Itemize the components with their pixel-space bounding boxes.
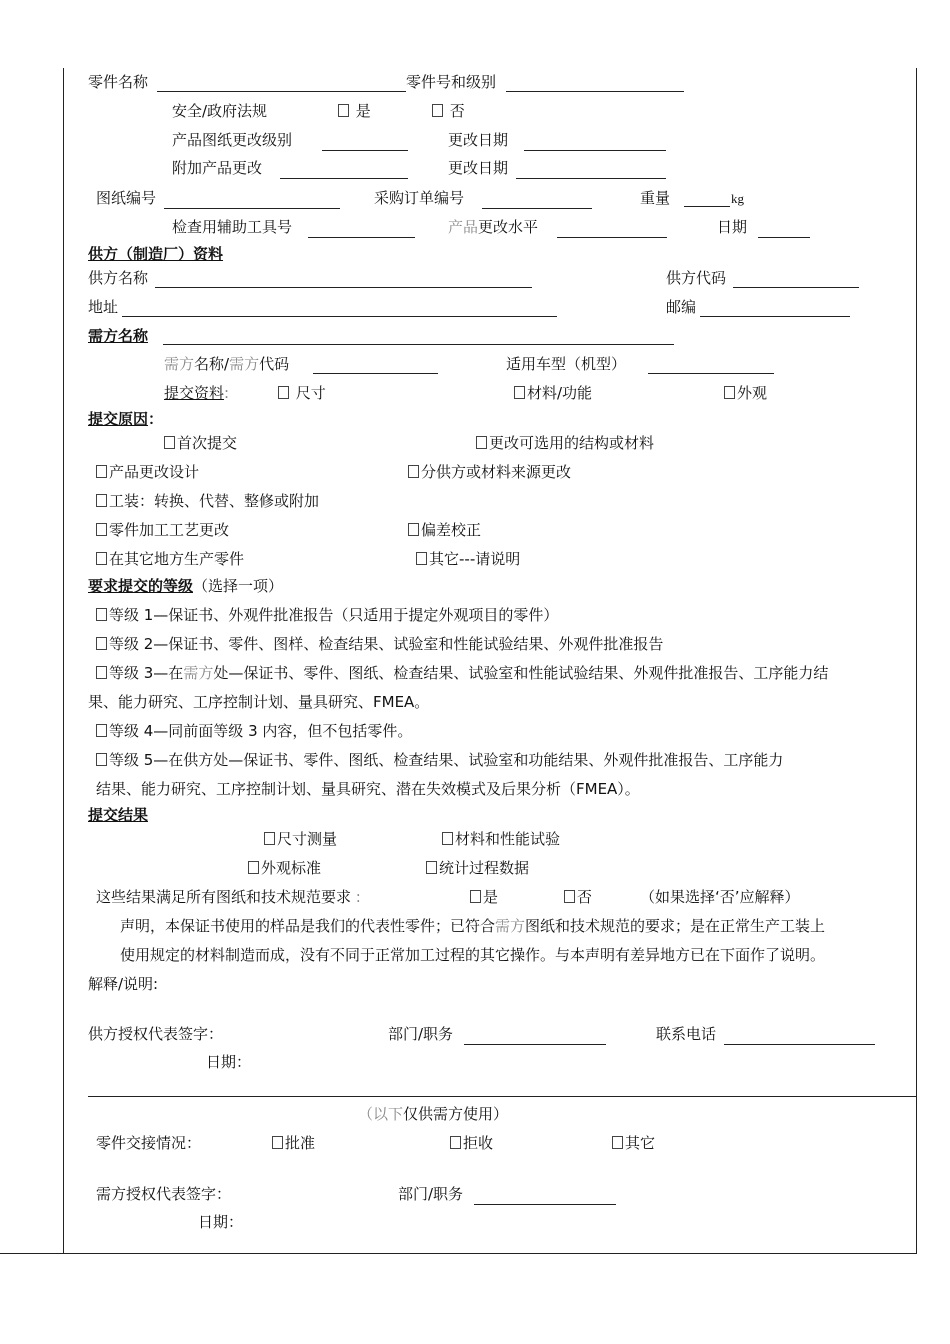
reason-tooling-option[interactable] <box>96 491 319 511</box>
part-name-label: 零件名称 <box>88 73 149 91</box>
drawing-no-label: 图纸编号 <box>96 189 157 207</box>
checkbox-icon[interactable] <box>408 523 419 536</box>
meet-label <box>96 887 361 907</box>
customer-rep-label: 需方授权代表签字： <box>96 1185 232 1203</box>
submit-appearance-label: 外观 <box>737 384 768 402</box>
declaration-customer: 需方 <box>495 917 526 935</box>
reject-label: 拒收 <box>463 1134 494 1152</box>
level-heading-text: 要求提交的等级 <box>88 577 194 595</box>
declaration-text-c: 图纸和技术规范的要求；是在正常生产工装上 <box>525 917 826 935</box>
submit-dim-label: 尺寸 <box>295 384 326 402</box>
level-1-label: 等级 1—保证书、外观件批准报告（只适用于提定外观项目的零件） <box>109 606 559 624</box>
meet-label-text: 这些结果满足所有图纸和技术规范要求 <box>96 888 352 906</box>
checkbox-icon[interactable] <box>432 104 443 117</box>
level-5-continued: 结果、能力研究、工序控制计划、量具研究、潜在失效模式及后果分析（FMEA）。 <box>96 780 640 798</box>
date-field[interactable] <box>758 237 810 238</box>
customer-name-code-label <box>164 354 289 374</box>
result-dim-option[interactable] <box>264 829 337 849</box>
drawing-rev-label: 产品图纸更改级别 <box>172 131 293 149</box>
checkbox-icon[interactable] <box>612 1136 623 1149</box>
result-material-option[interactable] <box>442 829 560 849</box>
reason-first-label: 首次提交 <box>177 434 238 452</box>
submit-dim-option[interactable] <box>278 383 326 403</box>
supplier-phone-label: 联系电话 <box>656 1025 717 1043</box>
zip-field[interactable] <box>700 316 850 317</box>
checkbox-icon[interactable] <box>408 465 419 478</box>
meet-yes-option[interactable] <box>470 887 498 907</box>
weight-label: 重量 <box>640 189 671 207</box>
checkbox-icon[interactable] <box>96 724 107 737</box>
level-2-option[interactable] <box>96 634 663 654</box>
checkbox-icon[interactable] <box>476 436 487 449</box>
customer-code-text: 代码 <box>259 355 290 373</box>
customer-section-divider <box>88 1096 917 1097</box>
reason-colon: ： <box>148 410 164 428</box>
checkbox-icon[interactable] <box>96 753 107 766</box>
part-number-label: 零件号和级别 <box>406 73 497 91</box>
checkbox-icon[interactable] <box>450 1136 461 1149</box>
reason-design-label: 产品更改设计 <box>109 463 200 481</box>
zip-label: 邮编 <box>666 298 697 316</box>
declaration-text-a: 声明，本保证书使用的样品是我们的代表性零件；已符合 <box>120 917 496 935</box>
date-label: 日期 <box>717 218 748 236</box>
meet-no-option[interactable] <box>564 887 592 907</box>
form-border-left <box>63 68 64 1254</box>
submit-label <box>164 383 229 403</box>
level-5-label: 等级 5—在供方处—保证书、零件、图纸、检查结果、试验室和功能结果、外观件批准报告、工序能力 <box>109 751 784 769</box>
meet-colon: : <box>355 888 361 906</box>
submit-material-option[interactable] <box>514 383 592 403</box>
part-name-field[interactable] <box>157 91 406 92</box>
level-1-option[interactable] <box>96 605 558 625</box>
result-spc-option[interactable] <box>426 858 529 878</box>
checkbox-icon[interactable] <box>164 436 175 449</box>
safety-yes-label: 是 <box>355 102 371 120</box>
reason-subsupplier-label: 分供方或材料来源更改 <box>421 463 572 481</box>
level-4-option[interactable] <box>96 721 412 741</box>
reason-deviation-label: 偏差校正 <box>421 521 482 539</box>
checkbox-icon[interactable] <box>96 465 107 478</box>
submit-appearance-option[interactable] <box>724 383 767 403</box>
extra-change-field[interactable] <box>280 178 408 179</box>
level-note: （选择一项） <box>193 577 284 595</box>
checkbox-icon[interactable] <box>416 552 427 565</box>
product-prefix: 产品 <box>448 218 479 236</box>
aid-field[interactable] <box>308 237 415 238</box>
reason-other-option[interactable] <box>416 549 520 569</box>
customer-prefix-2: 需方 <box>229 355 260 373</box>
form-border-right <box>916 68 917 1254</box>
supplier-name-field[interactable] <box>155 287 532 288</box>
change-date-field[interactable] <box>524 150 666 151</box>
address-field[interactable] <box>122 316 557 317</box>
submit-material-label: 材料/功能 <box>527 384 593 402</box>
results-heading: 提交结果 <box>88 806 149 824</box>
safety-no-option[interactable] <box>432 101 465 121</box>
checkbox-icon[interactable] <box>96 608 107 621</box>
reason-optional-option[interactable] <box>476 433 654 453</box>
explain-label: 解释/说明: <box>88 975 159 993</box>
level-3-option[interactable] <box>96 663 828 683</box>
customer-use-header-b: 仅供需方使用） <box>403 1105 509 1123</box>
result-appearance-label: 外观标准 <box>261 859 322 877</box>
supplier-dept-field[interactable] <box>464 1044 606 1045</box>
level-heading <box>88 576 283 596</box>
result-material-label: 材料和性能试验 <box>455 830 561 848</box>
level-3-customer: 需方 <box>183 664 214 682</box>
supplier-dept-label: 部门/职务 <box>388 1025 454 1043</box>
submit-label-text: 提交资料 <box>164 384 225 402</box>
safety-yes-option[interactable] <box>338 101 371 121</box>
checkbox-icon[interactable] <box>264 832 275 845</box>
customer-use-header-a: （以下 <box>358 1105 404 1123</box>
change-date-label: 更改日期 <box>448 131 509 149</box>
checkbox-icon[interactable] <box>564 890 575 903</box>
level-3-label-c: 处—保证书、零件、图纸、检查结果、试验室和性能试验结果、外观件批准报告、工序能力结 <box>213 664 829 682</box>
checkbox-icon[interactable] <box>96 523 107 536</box>
other-option[interactable] <box>612 1133 655 1153</box>
checkbox-icon[interactable] <box>278 386 289 399</box>
reason-location-label: 在其它地方生产零件 <box>109 550 245 568</box>
level-3-label-a: 等级 3—在 <box>109 664 184 682</box>
checkbox-icon[interactable] <box>272 1136 283 1149</box>
checkbox-icon[interactable] <box>724 386 735 399</box>
part-number-field[interactable] <box>506 91 684 92</box>
aid-label: 检查用辅助工具号 <box>172 218 293 236</box>
result-dim-label: 尺寸测量 <box>277 830 338 848</box>
drawing-no-field[interactable] <box>164 208 340 209</box>
customer-code-field[interactable] <box>313 373 438 374</box>
reason-process-option[interactable] <box>96 520 229 540</box>
change-level-label <box>448 217 538 237</box>
safety-label: 安全/政府法规 <box>172 102 268 120</box>
safety-no-label: 否 <box>449 102 465 120</box>
approve-label: 批准 <box>285 1134 316 1152</box>
po-field[interactable] <box>482 208 592 209</box>
checkbox-icon[interactable] <box>96 552 107 565</box>
checkbox-icon[interactable] <box>426 861 437 874</box>
reason-tooling-label: 工装：转换、代替、整修或附加 <box>109 492 320 510</box>
change-level-text: 更改水平 <box>478 218 539 236</box>
explain-note: （如果选择‘否’应解释） <box>640 888 800 906</box>
reason-first-option[interactable] <box>164 433 237 453</box>
change-date-field-2[interactable] <box>516 178 666 179</box>
customer-name-field[interactable] <box>163 344 674 345</box>
checkbox-icon[interactable] <box>442 832 453 845</box>
level-2-label: 等级 2—保证书、零件、图样、检查结果、试验室和性能试验结果、外观件批准报告 <box>109 635 664 653</box>
level-5-option[interactable] <box>96 750 783 770</box>
change-date-label-2: 更改日期 <box>448 159 509 177</box>
model-field[interactable] <box>648 373 774 374</box>
approve-option[interactable] <box>272 1133 315 1153</box>
form-border-bottom <box>0 1253 917 1254</box>
customer-dept-label: 部门/职务 <box>398 1185 464 1203</box>
reason-subsupplier-option[interactable] <box>408 462 571 482</box>
result-appearance-option[interactable] <box>248 858 321 878</box>
checkbox-icon[interactable] <box>470 890 481 903</box>
customer-name-text: 名称/ <box>194 355 230 373</box>
po-label: 采购订单编号 <box>374 189 465 207</box>
meet-no-label: 否 <box>577 888 593 906</box>
checkbox-icon[interactable] <box>96 666 107 679</box>
extra-change-label: 附加产品更改 <box>172 159 263 177</box>
customer-dept-field[interactable] <box>474 1204 616 1205</box>
reason-other-label: 其它---请说明 <box>429 550 521 568</box>
change-level-field[interactable] <box>557 237 667 238</box>
level-3-continued: 果、能力研究、工序控制计划、量具研究、FMEA。 <box>88 693 430 711</box>
supplier-rep-label: 供方授权代表签字： <box>88 1025 224 1043</box>
meet-yes-label: 是 <box>483 888 499 906</box>
supplier-code-field[interactable] <box>733 287 859 288</box>
delivery-label: 零件交接情况： <box>96 1134 202 1152</box>
supplier-phone-field[interactable] <box>724 1044 875 1045</box>
customer-use-header <box>358 1104 508 1124</box>
other-label: 其它 <box>625 1134 656 1152</box>
declaration-line-2: 使用规定的材料制造而成，没有不同于正常加工过程的其它操作。与本声明有差异地方已在下面作了说明。 <box>120 946 826 964</box>
submit-colon: : <box>224 384 230 402</box>
result-spc-label: 统计过程数据 <box>439 859 530 877</box>
weight-unit: kg <box>731 191 744 206</box>
supplier-heading: 供方（制造厂）资料 <box>88 245 224 263</box>
reason-heading <box>88 409 163 429</box>
supplier-date-label: 日期： <box>206 1053 252 1071</box>
model-label: 适用车型（机型） <box>506 355 627 373</box>
customer-prefix-1: 需方 <box>164 355 195 373</box>
reject-option[interactable] <box>450 1133 493 1153</box>
reason-heading-text: 提交原因 <box>88 410 149 428</box>
supplier-name-label: 供方名称 <box>88 269 149 287</box>
checkbox-icon[interactable] <box>514 386 525 399</box>
supplier-code-label: 供方代码 <box>666 269 727 287</box>
customer-heading: 需方名称 <box>88 327 149 345</box>
checkbox-icon[interactable] <box>96 637 107 650</box>
reason-design-option[interactable] <box>96 462 199 482</box>
customer-date-label: 日期： <box>198 1213 244 1231</box>
weight-field[interactable] <box>684 206 730 207</box>
reason-optional-label: 更改可选用的结构或材料 <box>489 434 655 452</box>
level-4-label: 等级 4—同前面等级 3 内容，但不包括零件。 <box>109 722 413 740</box>
reason-process-label: 零件加工工艺更改 <box>109 521 230 539</box>
reason-deviation-option[interactable] <box>408 520 481 540</box>
reason-location-option[interactable] <box>96 549 244 569</box>
drawing-rev-field[interactable] <box>322 150 408 151</box>
declaration-line-1 <box>120 916 825 936</box>
checkbox-icon[interactable] <box>96 494 107 507</box>
address-label: 地址 <box>88 298 119 316</box>
checkbox-icon[interactable] <box>338 104 349 117</box>
checkbox-icon[interactable] <box>248 861 259 874</box>
